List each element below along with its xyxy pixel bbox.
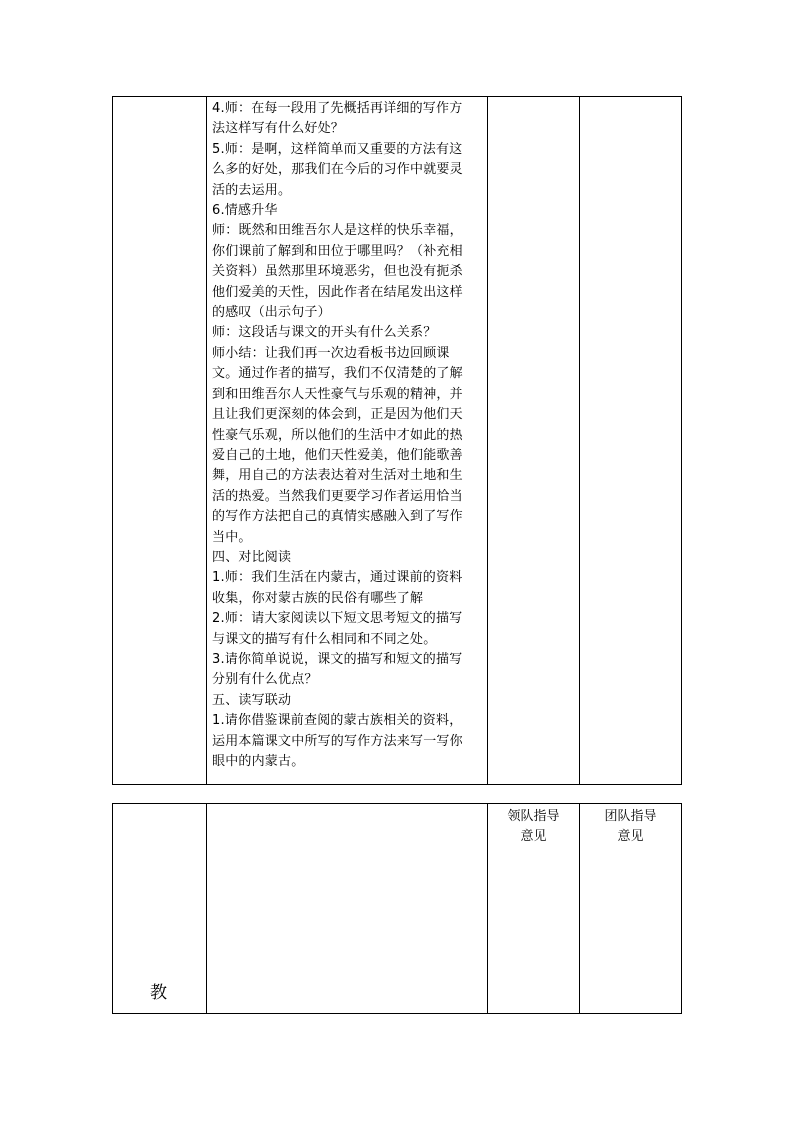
lesson-line: 关资料）虽然那里环境恶劣，但也没有扼杀 (212, 264, 463, 280)
lesson-line: 当中。 (212, 529, 252, 545)
lesson-line: 师：这段话与课文的开头有什么关系？ (212, 325, 437, 341)
lesson-line: 师：既然和田维吾尔人是这样的快乐幸福， (212, 223, 463, 239)
lesson-line: 4.师：在每一段用了先概括再详细的写作方 (212, 101, 463, 116)
content-empty-cell (207, 804, 488, 1014)
lesson-line: 收集，你对蒙古族的民俗有哪些了解 (212, 590, 424, 606)
lesson-line: 到和田维吾尔人天性豪气与乐观的精神，并 (212, 386, 463, 402)
lesson-plan-row (113, 97, 682, 785)
lesson-line: 法这样写有什么好处？ (212, 121, 345, 137)
lesson-line: 2.师：请大家阅读以下短文思考短文的描写 (212, 611, 463, 627)
team-guidance-label-line1: 团队指导 (604, 809, 657, 824)
lesson-line: 的写作方法把自己的真情实感融入到了写作 (212, 509, 463, 525)
teach-label: 教 (150, 983, 167, 1003)
lesson-line: 舞，用自己的方法表达着对生活对土地和生 (212, 468, 463, 484)
lesson-line: 你们课前了解到和田位于哪里吗？（补充相 (212, 243, 463, 259)
leader-notes-cell (488, 97, 580, 785)
team-notes-cell (580, 97, 682, 785)
lesson-line: 五、读写联动 (212, 692, 292, 708)
lesson-line: 且让我们更深刻的体会到，正是因为他们天 (212, 407, 463, 423)
lesson-content (207, 97, 487, 772)
lesson-line: 5.师：是啊，这样简单而又重要的方法有这 (212, 141, 463, 157)
guidance-table (112, 803, 682, 1014)
lesson-line: 与课文的描写有什么相同和不同之处。 (212, 631, 437, 647)
lesson-line: 的感叹（出示句子） (212, 305, 331, 321)
leader-guidance-label (488, 804, 579, 847)
lesson-line: 么多的好处，那我们在今后的习作中就要灵 (212, 162, 463, 178)
guidance-row (113, 804, 682, 1014)
lesson-line: 活的去运用。 (212, 182, 292, 198)
leader-guidance-cell (488, 804, 580, 1014)
teach-label-cell (113, 804, 207, 1014)
team-guidance-label (580, 804, 681, 847)
lesson-content-cell (207, 97, 488, 785)
lesson-line: 运用本篇课文中所写的写作方法来写一写你 (212, 733, 463, 749)
lesson-line: 3.请你简单说说，课文的描写和短文的描写 (212, 651, 463, 667)
lesson-line: 活的热爱。当然我们更要学习作者运用恰当 (212, 488, 463, 504)
lesson-line: 1.师：我们生活在内蒙古，通过课前的资料 (212, 570, 463, 586)
lesson-line: 性豪气乐观，所以他们的生活中才如此的热 (212, 427, 463, 443)
lesson-line: 爱自己的土地，他们天性爱美，他们能歌善 (212, 447, 463, 463)
lesson-line: 师小结：让我们再一次边看板书边回顾课 (212, 345, 450, 361)
leader-guidance-label-line1: 领队指导 (507, 809, 560, 824)
leader-guidance-label-line2: 意见 (520, 829, 547, 844)
lesson-line: 他们爱美的天性，因此作者在结尾发出这样 (212, 284, 463, 300)
left-empty-cell (113, 97, 207, 785)
team-guidance-cell (580, 804, 682, 1014)
lesson-line: 6.情感升华 (212, 203, 278, 219)
lesson-plan-table (112, 96, 682, 785)
lesson-line: 文。通过作者的描写，我们不仅清楚的了解 (212, 366, 463, 382)
team-guidance-label-line2: 意见 (617, 829, 644, 844)
lesson-line: 四、对比阅读 (212, 549, 292, 565)
lesson-line: 眼中的内蒙古。 (212, 754, 305, 769)
lesson-line: 1.请你借鉴课前查阅的蒙古族相关的资料， (212, 713, 463, 729)
lesson-line: 分别有什么优点？ (212, 672, 318, 688)
